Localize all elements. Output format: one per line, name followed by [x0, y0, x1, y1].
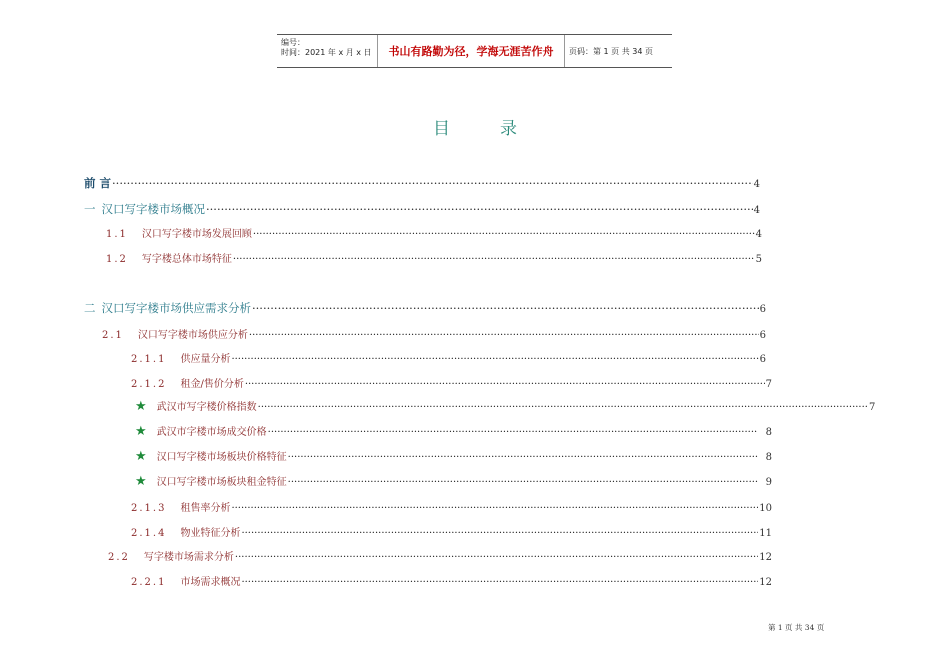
toc-entry-label: 汉口写字楼市场发展回顾	[141, 229, 252, 240]
toc-entry-number: 2.1	[102, 330, 124, 341]
toc-entry-number: 1.1	[106, 229, 128, 240]
toc-entry-label: 武汉市写字楼价格指数	[156, 402, 257, 413]
toc-entry[interactable]	[131, 499, 772, 514]
header-left-cell	[277, 35, 378, 67]
leader-dots	[206, 202, 753, 216]
toc-entry-number: 一	[84, 202, 96, 216]
date-label: 时间：2021 年 x 月 x 日	[281, 48, 372, 57]
toc-entry-page: 7	[765, 379, 772, 390]
leader-dots	[245, 379, 765, 390]
toc-entry-label: 前 言	[84, 176, 112, 190]
toc-entry[interactable]	[84, 201, 760, 217]
toc-entry-label: 汉口写字楼市场供应分析	[137, 330, 248, 341]
serial-label: 编号：	[281, 38, 305, 47]
leader-dots	[233, 254, 755, 265]
toc-entry-page: 6	[759, 304, 766, 315]
page-info: 页码：第 1 页 共 34 页	[569, 46, 653, 56]
toc-entry-label: 武汉市字楼市场成交价格	[156, 427, 267, 438]
leader-dots	[231, 354, 758, 365]
leader-dots	[241, 528, 758, 539]
toc-entry-page: 4	[755, 229, 762, 240]
toc-entry-label: 汉口写字楼市场板块价格特征	[156, 452, 287, 463]
toc-entry-label: 物业特征分析	[180, 528, 241, 539]
toc-entry-page: 6	[759, 330, 766, 341]
leader-dots	[253, 229, 755, 240]
leader-dots	[241, 577, 758, 588]
toc-entry[interactable]	[106, 225, 762, 240]
toc-entry-number: 2.1.3	[131, 503, 167, 514]
header-motto-cell	[378, 35, 565, 67]
toc-entry-number: 2.1.2	[131, 379, 167, 390]
toc-entry-number: 2.2.1	[131, 577, 167, 588]
toc-entry-number: 二	[84, 301, 96, 315]
toc-entry[interactable]	[135, 398, 876, 414]
toc-entry-page: 12	[759, 577, 772, 588]
toc-entry-number: 2.2	[108, 552, 130, 563]
toc-entry-page: 7	[868, 402, 876, 413]
toc-entry-label: 写字楼市场需求分析	[143, 552, 234, 563]
toc-entry-number: 2.1.4	[131, 528, 167, 539]
leader-dots	[288, 477, 758, 488]
star-icon: ★	[135, 474, 147, 489]
leader-dots	[112, 176, 753, 190]
toc-entry-label: 汉口写字楼市场板块租金特征	[156, 477, 287, 488]
toc-entry[interactable]	[106, 250, 762, 265]
toc-entry[interactable]	[84, 175, 760, 191]
toc-entry-label: 汉口写字楼市场供应需求分析	[101, 301, 251, 315]
leader-dots	[288, 452, 758, 463]
toc-entry-label: 租售率分析	[180, 503, 231, 514]
toc-entry-page: 9	[765, 477, 772, 488]
page-header	[277, 34, 672, 68]
toc-entry[interactable]	[102, 326, 766, 341]
toc-entry-page: 4	[753, 205, 760, 216]
star-icon: ★	[135, 399, 147, 414]
toc-entry-page: 5	[755, 254, 762, 265]
toc-entry[interactable]	[131, 524, 772, 539]
toc-entry-number: 1.2	[106, 254, 128, 265]
toc-entry[interactable]	[135, 473, 772, 489]
toc-entry-label: 供应量分析	[180, 354, 231, 365]
star-icon: ★	[135, 424, 147, 439]
motto-text: 书山有路勤为径，学海无涯苦作舟	[388, 45, 554, 58]
toc-entry-page: 8	[765, 427, 772, 438]
toc-entry[interactable]	[131, 375, 772, 390]
toc-entry-page: 12	[759, 552, 772, 563]
header-page-cell	[565, 35, 672, 67]
toc-entry-number: 2.1.1	[131, 354, 167, 365]
toc-entry[interactable]	[131, 350, 766, 365]
toc-entry-page: 10	[759, 503, 772, 514]
toc-entry-page: 8	[765, 452, 772, 463]
leader-dots	[231, 503, 758, 514]
toc-entry[interactable]	[135, 448, 772, 464]
toc-entry[interactable]	[135, 423, 772, 439]
leader-dots	[235, 552, 758, 563]
toc-entry-label: 租金/售价分析	[180, 379, 244, 390]
toc-entry-page: 6	[759, 354, 766, 365]
toc-entry-label: 市场需求概况	[180, 577, 241, 588]
toc-entry[interactable]	[84, 300, 766, 316]
leader-dots	[249, 330, 759, 341]
toc-entry[interactable]	[108, 548, 772, 563]
leader-dots	[258, 402, 868, 413]
toc-entry-page: 4	[753, 179, 760, 190]
toc-entry[interactable]	[131, 573, 772, 588]
star-icon: ★	[135, 449, 147, 464]
toc-entry-label: 写字楼总体市场特征	[141, 254, 232, 265]
toc-entry-label: 汉口写字楼市场概况	[101, 202, 205, 216]
toc-entry-page: 11	[759, 528, 772, 539]
leader-dots	[268, 427, 758, 438]
leader-dots	[252, 301, 759, 315]
toc-title: 目录	[433, 119, 567, 139]
page-footer: 第 1 页 共 34 页	[768, 623, 825, 632]
